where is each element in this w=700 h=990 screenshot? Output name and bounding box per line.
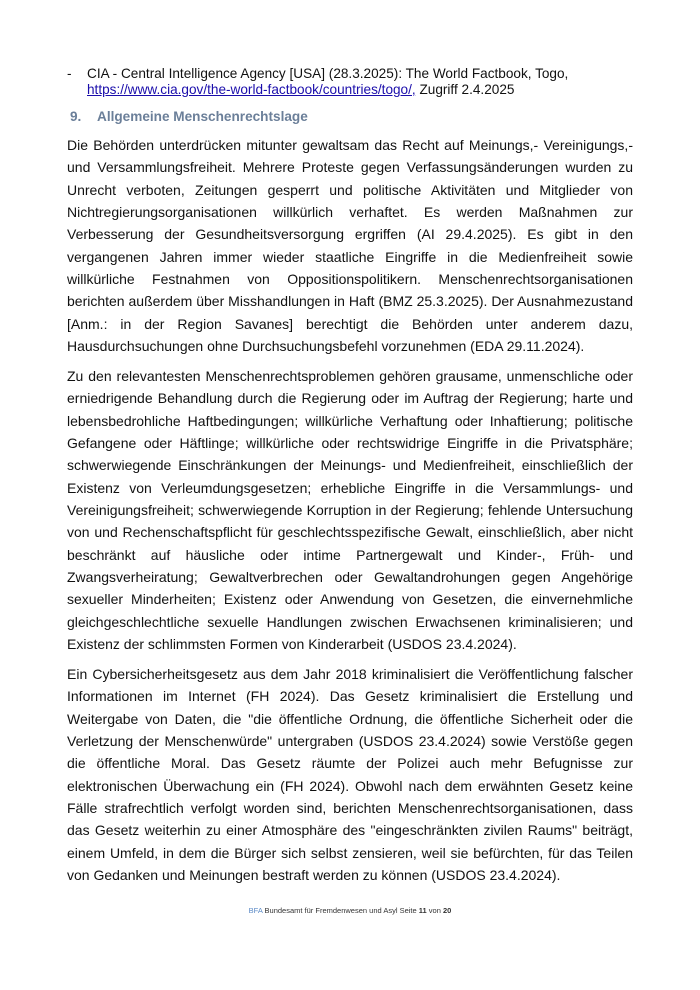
bfa-logo: BFA (248, 906, 263, 915)
page-footer (0, 906, 700, 915)
section-heading (70, 109, 308, 124)
reference-access-date: Zugriff 2.4.2025 (415, 82, 515, 97)
paragraph: Ein Cybersicherheitsgesetz aus dem Jahr 2018 kriminalisiert die Veröffentlichung falscher Informationen im Internet (FH 2024). Das Gesetz kriminalisiert die Erstellung und Weitergabe von Daten, die "die öffentliche Ordnung, die öffentliche Sicherheit oder die Verletzung der Menschenwürde" untergraben (USDOS 23.4.2024) sowie Verstöße gegen die öffentliche Moral. Das Gesetz räumte der Polizei auch mehr Befugnisse zur elektronischen Überwachung ein (FH 2024). Obwohl nach dem erwähnten Gesetz keine Fälle strafrechtlich verfolgt worden sind, berichten Menschenrechtsorganisationen, dass das Gesetz weiterhin zu einer Atmosphäre des "eingeschränkten zivilen Raums" beiträgt, einem Umfeld, in dem die Bürger sich selbst zensieren, weil sie befürchten, für das Teilen von Gedanken und Meinungen bestraft werden zu können (USDOS 23.4.2024). (67, 665, 633, 883)
page-number: 11 (418, 906, 427, 915)
section-number: 9. (70, 109, 82, 124)
section-body (67, 134, 633, 894)
footer-text: Bundesamt für Fremdenwesen und Asyl Seite (262, 906, 419, 915)
paragraph: Die Behörden unterdrücken mitunter gewaltsam das Recht auf Meinungs,- Vereinigungs,- und Versammlungsfreiheit. Mehrere Proteste gegen Verfassungsänderungen wurden zu Unrecht verboten, Zeitungen gesperrt und politische Aktivitäten und Mitglieder von Nichtregierungsorganisationen willkürlich verhaftet. Es werden Maßnahmen zur Verbesserung der Gesundheitsversorgung ergriffen (AI 29.4.2025). Es gibt in den vergangenen Jahren immer wieder staatliche Eingriffe in die Medienfreiheit sowie willkürliche Festnahmen von Oppositionspolitikern. Menschenrechtsorganisationen berichten außerdem über Misshandlungen in Haft (BMZ 25.3.2025). Der Ausnahmezustand [Anm.: in der Region Savanes] berechtigt die Behörden unter anderem dazu, Hausdurchsuchungen ohne Durchsuchungsbefehl vorzunehmen (EDA 29.11.2024). (67, 137, 633, 355)
page-total: 20 (442, 906, 452, 915)
reference-text: CIA - Central Intelligence Agency [USA] (28.3.2025): The World Factbook, Togo, (87, 66, 569, 81)
footer-of: von (426, 906, 443, 915)
bullet: - (67, 66, 72, 81)
reference-link[interactable]: https://www.cia.gov/the-world-factbook/countries/togo/, (87, 82, 416, 97)
paragraph: Zu den relevantesten Menschenrechtsproblemen gehören grausame, unmenschliche oder erniedrigende Behandlung durch die Regierung oder im Auftrag der Regierung; harte und lebensbedrohliche Haftbedingungen; willkürliche Verhaftung oder Inhaftierung; politische Gefangene oder Häftlinge; willkürliche oder rechtswidrige Eingriffe in die Privatsphäre; schwerwiegende Einschränkungen der Meinungs- und Medienfreiheit, einschließlich der Existenz von Verleumdungsgesetzen; erhebliche Eingriffe in die Versammlungs- und Vereinigungsfreiheit; schwerwiegende Korruption in der Regierung; fehlende Untersuchung von und Rechenschaftspflicht für geschlechtsspezifische Gewalt, einschließlich, aber nicht beschränkt auf häusliche oder intime Partnergewalt und Kinder-, Früh- und Zwangsverheiratung; Gewaltverbrechen oder Gewaltandrohungen gegen Angehörige sexueller Minderheiten; Existenz oder Anwendung von Gesetzen, die einvernehmliche gleichgeschlechtliche sexuelle Handlungen zwischen Erwachsenen kriminalisieren; und Existenz der schlimmsten Formen von Kinderarbeit (USDOS 23.4.2024). (67, 367, 633, 653)
reference-item (67, 66, 637, 98)
section-title: Allgemeine Menschenrechtslage (97, 109, 308, 124)
